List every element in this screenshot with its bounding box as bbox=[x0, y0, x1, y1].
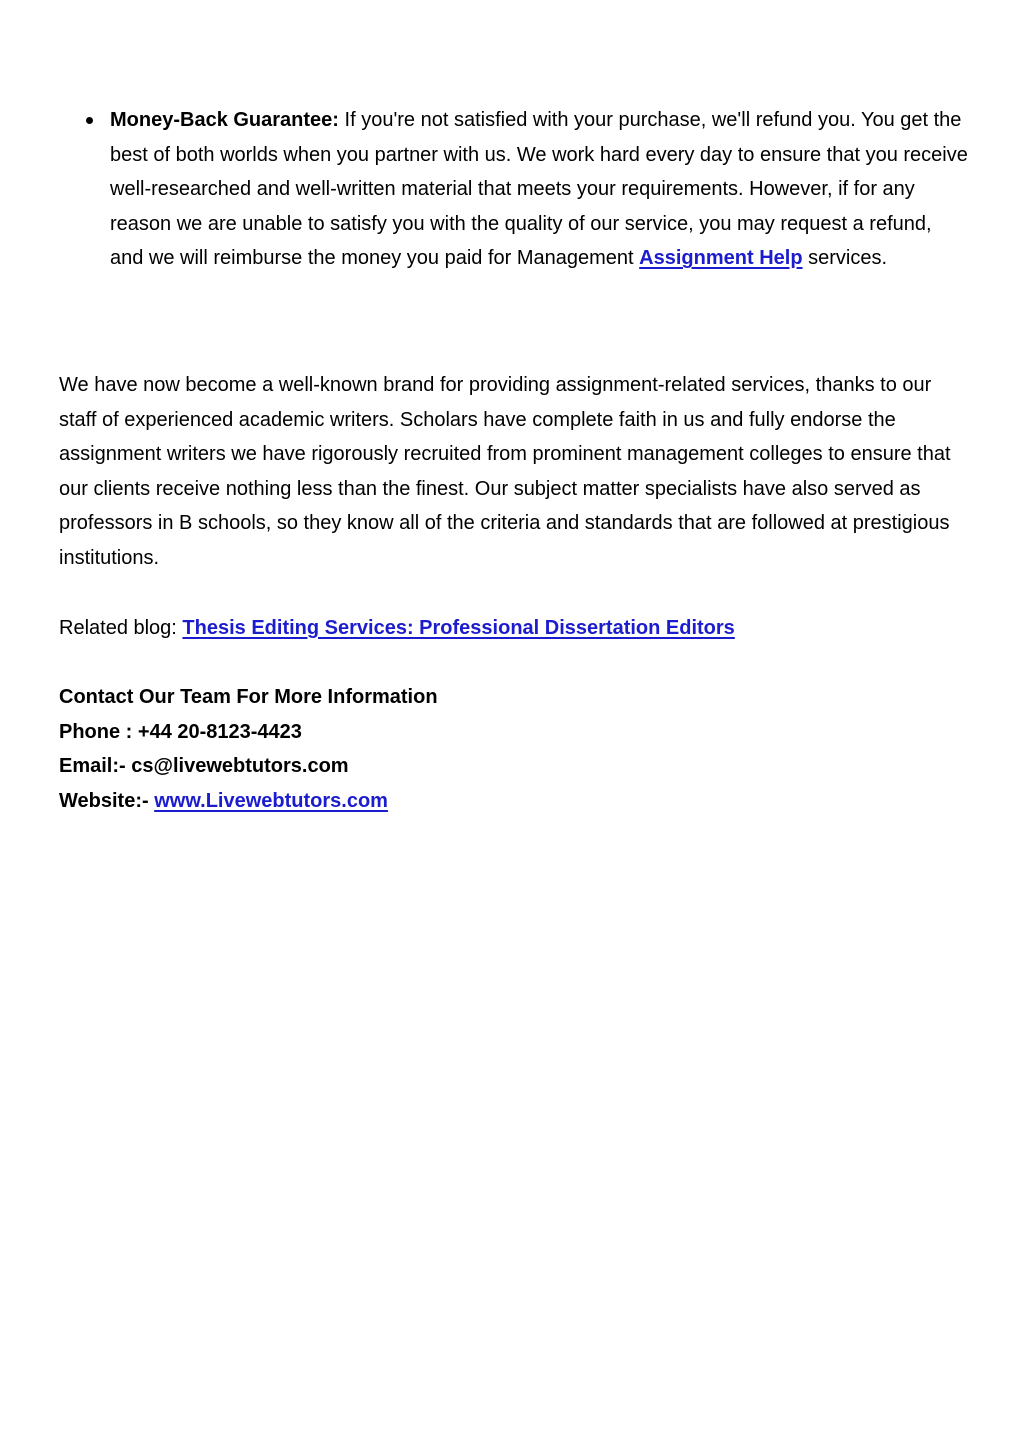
bullet-text-end: services. bbox=[802, 247, 887, 270]
related-blog-link[interactable]: Thesis Editing Services: Professional Dissertation Editors bbox=[182, 617, 735, 639]
bullet-text: If you're not satisfied with your purchase, we'll refund you. You get the best of both worlds when you partner with us. We work hard every day to ensure that you receive well-researched and well-written material that meets your requirements. However, if for any reason we are unable to satisfy you with the quality of our service, you may request a refund, and we will reimburse the money you paid for Management bbox=[110, 109, 968, 270]
contact-heading: Contact Our Team For More Information bbox=[59, 686, 438, 708]
contact-section bbox=[59, 680, 959, 818]
list-item-money-back-guarantee bbox=[110, 103, 970, 276]
contact-phone: Phone : +44 20-8123-4423 bbox=[59, 720, 302, 743]
bullet-label: Money-Back Guarantee: bbox=[110, 109, 339, 131]
website-link[interactable]: www.Livewebtutors.com bbox=[154, 789, 388, 812]
assignment-help-link[interactable]: Assignment Help bbox=[639, 247, 803, 270]
bullet-dot-icon bbox=[86, 117, 93, 124]
website-prefix: Website:- bbox=[59, 789, 155, 812]
related-blog bbox=[59, 611, 964, 646]
related-blog-prefix: Related blog: bbox=[59, 617, 183, 639]
contact-website bbox=[59, 784, 959, 819]
contact-email: Email:- cs@livewebtutors.com bbox=[59, 755, 349, 778]
bullet-list bbox=[110, 103, 970, 276]
main-paragraph: We have now become a well-known brand for providing assignment-related services, thanks to our staff of experienced academic writers. Scholars have complete faith in us and fully endorse the assignment writers we have rigorously recruited from prominent management colleges to ensure that our clients receive nothing less than the finest. Our subject matter specialists have also served as professors in B schools, so they know all of the criteria and standards that are followed at prestigious institutions. bbox=[59, 374, 951, 569]
